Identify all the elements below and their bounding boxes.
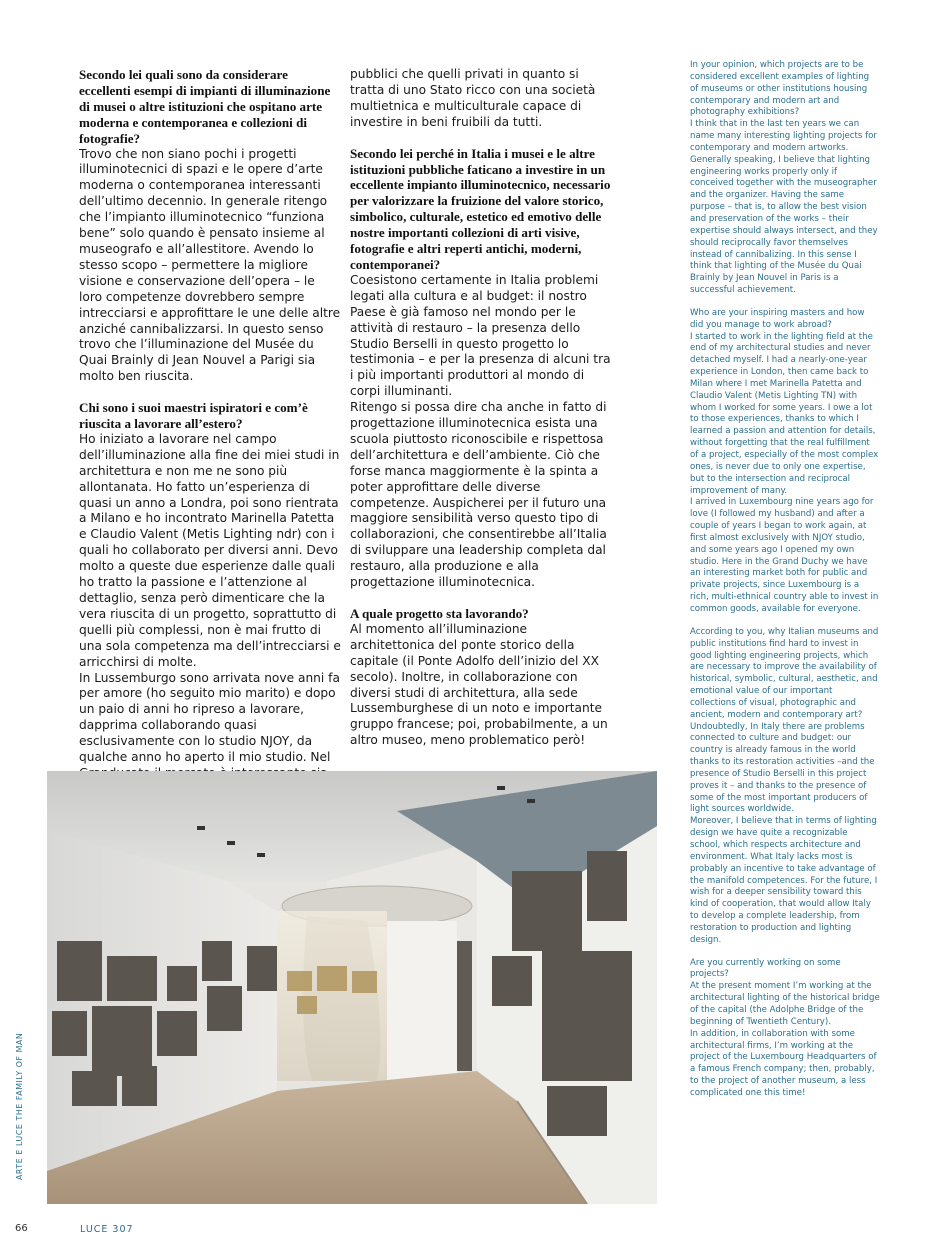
en-question-1: In your opinion, which projects are to be considered excellent examples of lighting of museums or other institutions housing contemporary and modern art and photography exhibitions?: [690, 60, 870, 118]
answer-4: Al momento all’illuminazione architettonica del ponte storico della capitale (il Ponte Adolfo dell’inizio del XX secolo). Inoltre, in collaborazione con diversi studi di architettura, alla sede Lussemburghese di un noto e importante gruppo francese; poi, probabilmente, a un altro museo, meno problematico però!: [350, 621, 608, 748]
answer-3b: Ritengo si possa dire cha anche in fatto di progettazione illuminotecnica esista una scuola piuttosto riconoscibile e rispettosa dell’architettura e dell’ambiente. Ciò che forse manca maggiormente è la spinta a poter approfittare delle diverse competenze. Auspicherei per il futuro una maggiore sensibilità verso questo tipo di collaborazioni, che consentirebbe all’Italia di sviluppare una leadership completa dal restauro, alla produzione e alla progettazione illuminotecnica.: [350, 400, 607, 590]
en-answer-4b: In addition, in collaboration with some architectural firms, I’m working at the project of the Luxembourg Headquarters of a famous French company; then, probably, to the project of another museum, a less complicated one this time!: [690, 1028, 877, 1098]
gallery-photo: [47, 771, 657, 1204]
answer-2a: Ho iniziato a lavorare nel campo dell’illuminazione alla fine dei miei studi in architettura e non me ne sono più allontanata. Ho fatto un’esperienza di quasi un anno a Londra, poi sono rientrata a Milano e ho incontrato Marinella Patetta e Claudio Valent (Metis Lighting ndr) con i quali ho collaborato per diversi anni. Devo molto a queste due esperienze dalle quali ho tratto la passione e l’attenzione al dettaglio, senza però dimenticare che la vera riuscita di un progetto, soprattutto di quelli più complessi, non è mai frutto di una sola competenza ma dell’intrecciarsi e arricchirsi di molte.: [79, 431, 341, 669]
en-answer-1: I think that in the last ten years we can name many interesting lighting projects for contemporary and modern artworks. Generally speaking, I believe that lighting engineering works properly only if conceived together with the museographer and the organizer. Having the same purpose – that is, to allow the best vision and preservation of the works – their expertise should always intersect, and they should reciprocally favor themselves instead of cannibalizing. In this sense I think that lighting of the Musée du Quai Brainly by Jean Nouvel in Paris is a successful achievement.: [690, 119, 878, 296]
question-3: Secondo lei perché in Italia i musei e le altre istituzioni pubbliche faticano a investire in un eccellente impianto illuminotecnico, necessario per valorizzare la fruizione del valore storico, simbolico, culturale, estetico ed emotivo delle nostre importanti collezioni di arti visive, fotografie e altri reperti antichi, moderni, contemporanei?: [350, 145, 611, 272]
side-caption: ARTE E LUCE THE FAMILY OF MAN: [15, 1032, 24, 1180]
question-4: A quale progetto sta lavorando?: [350, 606, 529, 621]
en-answer-3a: Undoubtedly, In Italy there are problems connected to culture and budget: our country is already famous in the world thanks to its restoration activities –and the presence of Studio Berselli in this project proves it – and thanks to the presence of some of the most important producers of light sources worldwide.: [690, 721, 875, 815]
en-answer-2a: I started to work in the lighting field at the end of my architectural studies and never detached myself. I had a nearly-one-year experience in London, then came back to Milan where I met Marinella Patetta and Claudio Valent (Metis Lighting TN) with whom I worked for some years. I owe a lot to those experiences, thanks to which I learned a passion and attention for details, without forgetting that the real fulfillment of a project, especially of the most complex ones, is never due to only one expertise, but to the intersection and reciprocal improvement of many.: [690, 331, 879, 496]
en-question-2: Who are your inspiring masters and how did you manage to work abroad?: [690, 307, 865, 330]
magazine-name: LUCE 307: [80, 1224, 134, 1235]
question-2: Chi sono i suoi maestri ispiratori e com’è riuscita a lavorare all’estero?: [79, 400, 308, 432]
question-1: Secondo lei quali sono da considerare eccellenti esempi di impianti di illuminazione di musei o altre istituzioni che ospitano arte moderna e contemporanea e collezioni di fotografie?: [79, 67, 331, 146]
en-answer-2b: I arrived in Luxembourg nine years ago for love (I followed my husband) and after a couple of years I began to work again, at first almost exclusively with NJOY studio, and some years ago I opened my own studio. Here in the Grand Duchy we have an interesting market both for public and private projects, since Luxembourg is a rich, multi-ethnical country able to invest in common goods, available for everyone.: [690, 497, 879, 614]
answer-1: Trovo che non siano pochi i progetti illuminotecnici di spazi e le opere d’arte moderna o contemporanea interessanti dell’ultimo decennio. In generale ritengo che l’impianto illuminotecnico “funziona bene” solo quando è pensato insieme al museografo e all’allestitore. Avendo lo stesso scopo – permettere la migliore visione e conservazione dell’opera – le loro competenze dovrebbero sempre intrecciarsi e approfittare le une delle altre anziché cannibalizzarsi. In questo senso trovo che l’illuminazione del Musée du Quai Brainly di Jean Nouvel a Parigi sia molto ben riuscita.: [79, 146, 341, 384]
en-question-4: Are you currently working on some projects?: [690, 957, 841, 980]
answer-3a: Coesistono certamente in Italia problemi legati alla cultura e al budget: il nostro Paese è già famoso nel mondo per le attività di restauro – la presenza dello Studio Berselli in questo progetto lo testimonia – e per la presenza di alcuni tra i più importanti produttori al mondo di corpi illuminanti.: [350, 272, 611, 399]
answer-2b: In Lussemburgo sono arrivata nove anni fa per amore (ho seguito mio marito) e dopo un paio di anni ho ripreso a lavorare, dapprima collaborando quasi esclusivamente con lo studio NJOY, da qualche anno ho aperto il mio studio. Nel: [79, 670, 340, 765]
answer-2c: pubblici che quelli privati in quanto si tratta di uno Stato ricco con una società multietnica e multiculturale capace di investire in beni fruibili da tutti.: [350, 67, 596, 129]
page-number: 66: [15, 1223, 28, 1234]
en-question-3: According to you, why Italian museums and public institutions find hard to invest in good lighting engineering projects, which are necessary to improve the availability of historical, symbolic, cultural, aesthetic, and emotional value of our important collections of visual, photographic and ancient, modern and contemporary art?: [690, 626, 879, 720]
en-answer-4a: At the present moment I’m working at the architectural lighting of the historical bridge of the capital (the Adolphe Bridge of the beginning of Twentieth Century).: [690, 981, 880, 1027]
italian-column-1: [79, 67, 341, 798]
italian-column-2: [350, 67, 614, 749]
en-answer-3b: Moreover, I believe that in terms of lighting design we have quite a recognizable school, which respects architecture and environment. What Italy lacks most is probably an incentive to take advantage of the manifold competences. For the future, I wish for a deeper sensibility toward this kind of cooperation, that would allow Italy to develop a complete leadership, from restoration to production and lighting design.: [690, 816, 878, 945]
english-column: [690, 60, 880, 1100]
